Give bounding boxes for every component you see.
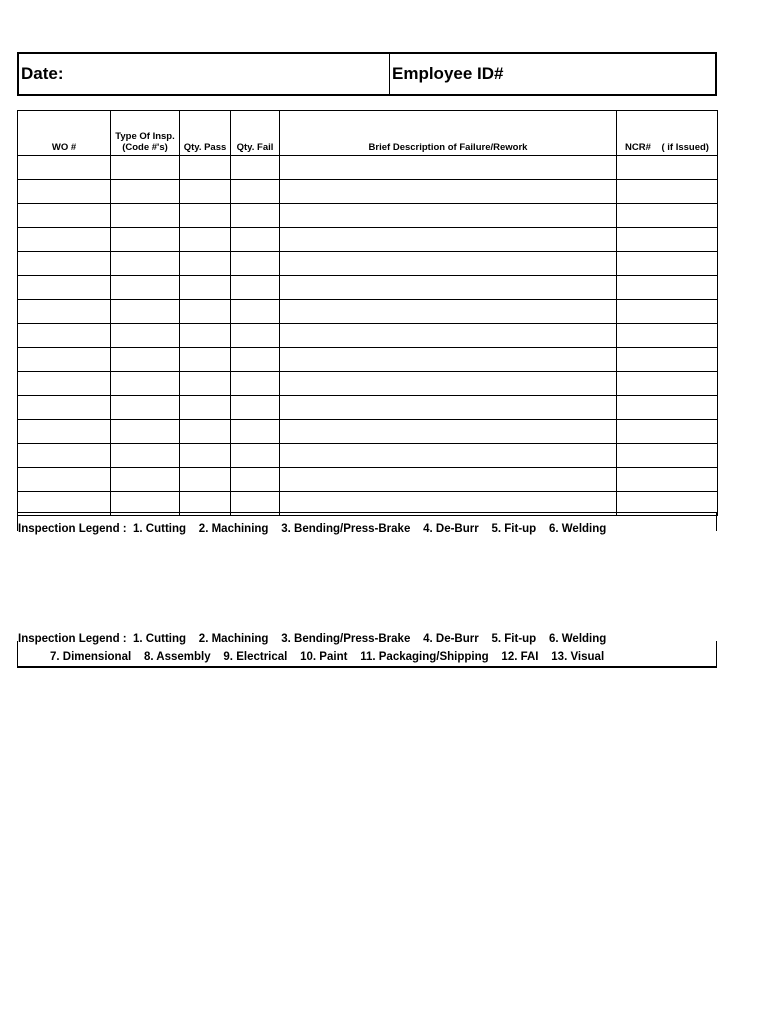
table-cell[interactable]	[111, 420, 180, 444]
legend-fragment-top	[17, 512, 717, 535]
table-cell[interactable]	[231, 180, 280, 204]
table-cell[interactable]	[111, 228, 180, 252]
table-cell[interactable]	[231, 252, 280, 276]
table-cell[interactable]	[231, 156, 280, 180]
table-row	[18, 156, 718, 180]
table-body	[18, 156, 718, 516]
table-cell[interactable]	[231, 396, 280, 420]
inspection-table	[17, 110, 718, 516]
table-cell[interactable]	[18, 204, 111, 228]
table-row	[18, 420, 718, 444]
column-header-ncr: NCR# ( if Issued)	[617, 111, 718, 156]
table-cell[interactable]	[280, 372, 617, 396]
table-cell[interactable]	[18, 372, 111, 396]
legend-line-1-repeat: Inspection Legend : 1. Cutting 2. Machining 3. Bending/Press-Brake 4. De-Burr 5. Fit-up 6. Welding	[18, 633, 607, 645]
column-header-wo: WO #	[18, 111, 111, 156]
table-cell[interactable]	[231, 204, 280, 228]
table-cell[interactable]	[617, 348, 718, 372]
legend-fragment-bottom	[17, 633, 717, 668]
legend-line-1: Inspection Legend : 1. Cutting 2. Machining 3. Bending/Press-Brake 4. De-Burr 5. Fit-up 6. Welding	[18, 523, 607, 535]
table-row	[18, 276, 718, 300]
table-cell[interactable]	[180, 300, 231, 324]
table-cell[interactable]	[111, 300, 180, 324]
table-cell[interactable]	[280, 180, 617, 204]
table-cell[interactable]	[180, 324, 231, 348]
table-header-row	[18, 111, 718, 156]
table-cell[interactable]	[617, 300, 718, 324]
table-cell[interactable]	[231, 228, 280, 252]
table-cell[interactable]	[18, 468, 111, 492]
table-cell[interactable]	[280, 276, 617, 300]
table-cell[interactable]	[617, 252, 718, 276]
table-cell[interactable]	[180, 420, 231, 444]
table-cell[interactable]	[18, 348, 111, 372]
table-row	[18, 396, 718, 420]
table-cell[interactable]	[280, 300, 617, 324]
column-header-type	[111, 111, 180, 156]
table-row	[18, 180, 718, 204]
table-cell[interactable]	[18, 156, 111, 180]
table-row	[18, 204, 718, 228]
employee-id-label: Employee ID#	[392, 64, 504, 83]
table-cell[interactable]	[280, 420, 617, 444]
column-header-type-text: Type Of Insp. (Code #'s)	[115, 131, 175, 153]
table-cell[interactable]	[617, 276, 718, 300]
table-cell[interactable]	[180, 348, 231, 372]
table-row	[18, 228, 718, 252]
table-cell[interactable]	[18, 396, 111, 420]
legend-line-2: 7. Dimensional 8. Assembly 9. Electrical 10. Paint 11. Packaging/Shipping 12. FAI 13. Visual	[50, 651, 605, 663]
table-cell[interactable]	[180, 204, 231, 228]
table-cell[interactable]	[617, 444, 718, 468]
table-cell[interactable]	[111, 324, 180, 348]
employee-id-field[interactable]	[390, 54, 715, 94]
table-cell[interactable]	[111, 276, 180, 300]
table-cell[interactable]	[231, 468, 280, 492]
table-cell[interactable]	[180, 156, 231, 180]
table-cell[interactable]	[180, 252, 231, 276]
table-cell[interactable]	[231, 372, 280, 396]
table-cell[interactable]	[18, 276, 111, 300]
table-cell[interactable]	[280, 348, 617, 372]
table-cell[interactable]	[617, 420, 718, 444]
table-cell[interactable]	[280, 468, 617, 492]
table-cell[interactable]	[280, 396, 617, 420]
table-cell[interactable]	[617, 324, 718, 348]
header-box	[17, 52, 717, 96]
table-cell[interactable]	[231, 348, 280, 372]
table-row	[18, 300, 718, 324]
table-cell[interactable]	[180, 372, 231, 396]
table-cell[interactable]	[111, 204, 180, 228]
table-cell[interactable]	[231, 444, 280, 468]
table-row	[18, 444, 718, 468]
table-row	[18, 324, 718, 348]
table-cell[interactable]	[617, 204, 718, 228]
table-cell[interactable]	[231, 300, 280, 324]
table-cell[interactable]	[617, 372, 718, 396]
column-header-qty-fail: Qty. Fail	[231, 111, 280, 156]
table-cell[interactable]	[111, 396, 180, 420]
table-cell[interactable]	[617, 396, 718, 420]
column-header-qty-pass: Qty. Pass	[180, 111, 231, 156]
table-cell[interactable]	[111, 444, 180, 468]
table-cell[interactable]	[280, 228, 617, 252]
table-cell[interactable]	[180, 228, 231, 252]
date-field[interactable]	[19, 54, 390, 94]
table-cell[interactable]	[617, 468, 718, 492]
table-cell[interactable]	[18, 180, 111, 204]
column-header-description: Brief Description of Failure/Rework	[280, 111, 617, 156]
table-cell[interactable]	[18, 324, 111, 348]
table-cell[interactable]	[180, 468, 231, 492]
table-cell[interactable]	[231, 420, 280, 444]
table-cell[interactable]	[280, 444, 617, 468]
table-cell[interactable]	[180, 276, 231, 300]
table-cell[interactable]	[280, 204, 617, 228]
table-cell[interactable]	[18, 420, 111, 444]
table-cell[interactable]	[280, 156, 617, 180]
table-cell[interactable]	[617, 180, 718, 204]
table-cell[interactable]	[111, 252, 180, 276]
table-row	[18, 348, 718, 372]
table-cell[interactable]	[111, 348, 180, 372]
table-cell[interactable]	[18, 228, 111, 252]
table-cell[interactable]	[280, 252, 617, 276]
table-cell[interactable]	[231, 276, 280, 300]
date-label: Date:	[21, 64, 64, 83]
table-cell[interactable]	[180, 180, 231, 204]
table-row	[18, 372, 718, 396]
table-cell[interactable]	[231, 324, 280, 348]
table-cell[interactable]	[18, 444, 111, 468]
table-row	[18, 252, 718, 276]
table-cell[interactable]	[111, 468, 180, 492]
table-row	[18, 468, 718, 492]
table-cell[interactable]	[18, 252, 111, 276]
table-cell[interactable]	[111, 156, 180, 180]
table-cell[interactable]	[111, 372, 180, 396]
table-cell[interactable]	[180, 396, 231, 420]
table-cell[interactable]	[180, 444, 231, 468]
table-cell[interactable]	[617, 228, 718, 252]
table-cell[interactable]	[18, 300, 111, 324]
table-cell[interactable]	[617, 156, 718, 180]
table-cell[interactable]	[280, 324, 617, 348]
table-cell[interactable]	[111, 180, 180, 204]
